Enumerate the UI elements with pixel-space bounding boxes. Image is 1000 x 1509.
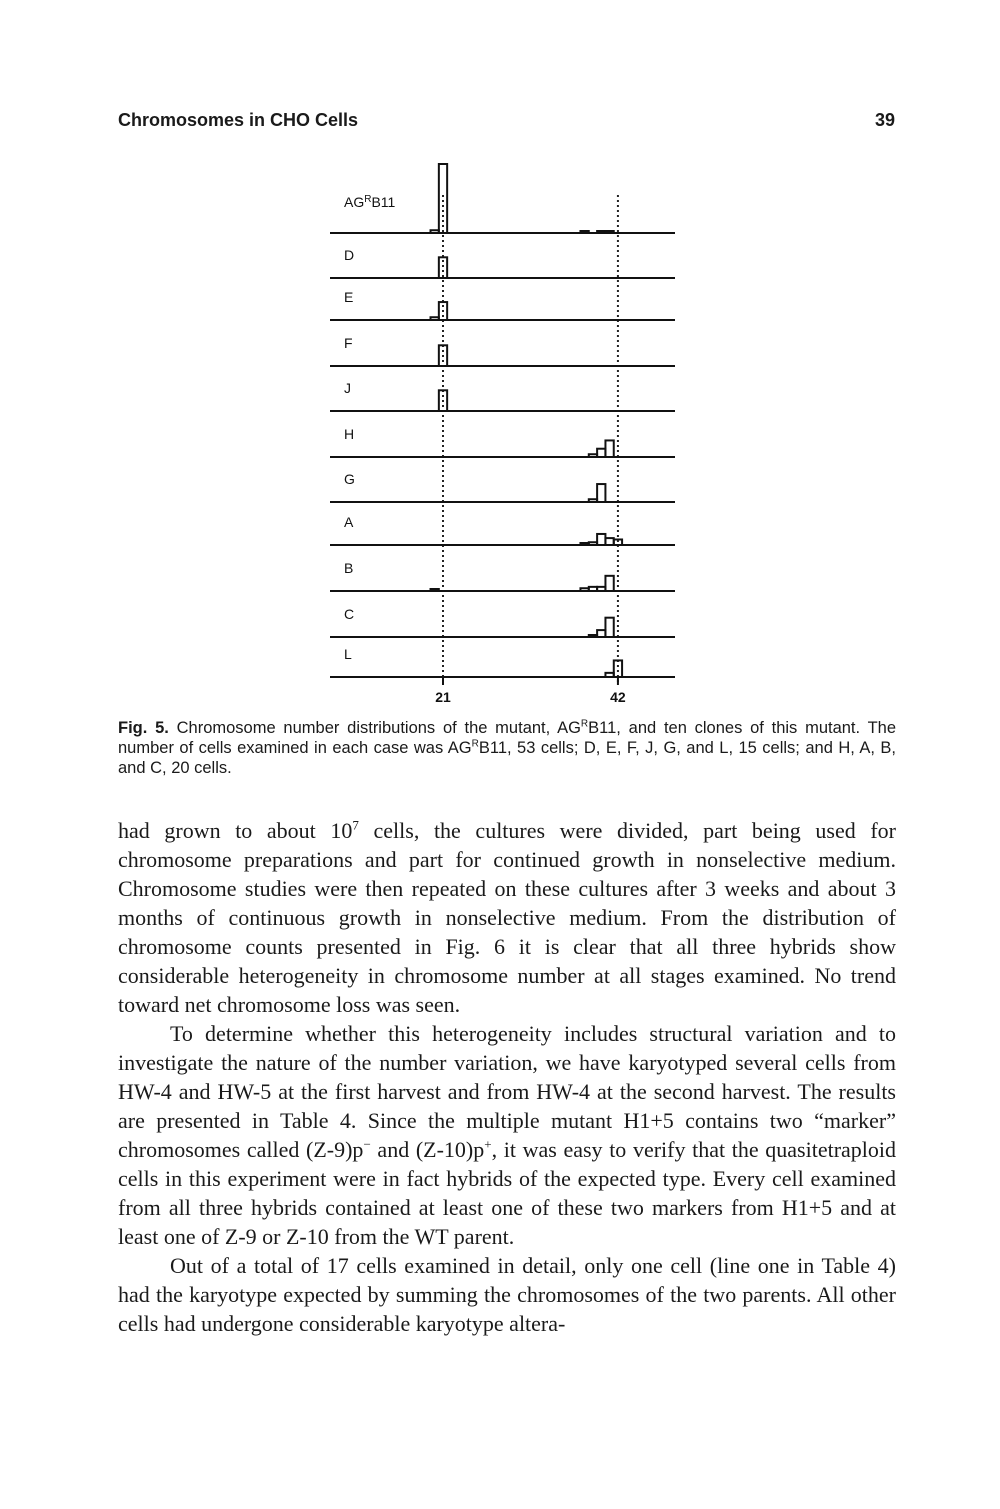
paragraph-2-sup-2: + <box>484 1136 492 1152</box>
paragraph-2 <box>118 1019 896 1251</box>
series-label-10: L <box>344 646 352 662</box>
figure-caption <box>118 718 896 778</box>
caption-sup-1: R <box>580 718 589 730</box>
page-number: 39 <box>874 110 895 130</box>
chromosome-distribution-figure <box>330 160 690 715</box>
series-label-9: C <box>344 606 355 622</box>
x-tick-42: 42 <box>610 689 626 705</box>
series-label-4: J <box>344 380 351 396</box>
series-label-1: D <box>344 247 355 263</box>
caption-sup-2: R <box>471 738 479 750</box>
paragraph-2-c: , it was easy to verify that the quasitetraploid cells in this experiment were in fact hybrids of the expected type. Every cell examined from all three hybrids contained at least one of these two markers from H1+5 and at least one of Z-9 or Z-10 from the WT parent. <box>118 1137 897 1249</box>
figure-label: Fig. 5. <box>118 719 169 737</box>
bar-7-39 <box>589 542 597 545</box>
bar-0-21 <box>439 164 447 233</box>
paragraph-1-sup: 7 <box>352 817 359 833</box>
caption-text-2: B11, and ten clones of this mutant. The number of cells examined in each case was AG <box>118 719 897 757</box>
bar-5-41 <box>605 440 613 457</box>
series-label-3: F <box>344 335 353 351</box>
bar-7-38 <box>580 543 588 545</box>
bar-8-20 <box>431 589 439 591</box>
paragraph-1-b: cells, the cultures were divided, part being used for chromosome preparations and part for continued growth in nonselective medium. Chromosome studies were then repeated on these cultures after 3 weeks and about 3 months of continuous growth in nonselective medium. From the distribution of chromosome counts presented in Fig. 6 it is clear that all three hybrids show considerable heterogeneity in chromosome number at all stages examined. No trend toward net chromosome loss was seen. <box>118 818 897 1017</box>
x-tick-21: 21 <box>435 689 451 705</box>
bar-9-41 <box>605 618 613 637</box>
bar-10-41 <box>605 673 613 677</box>
bar-6-39 <box>589 499 597 502</box>
bar-2-20 <box>431 317 439 320</box>
paragraph-2-sup-1: − <box>363 1136 371 1152</box>
bar-5-40 <box>597 449 605 457</box>
bar-5-39 <box>589 454 597 457</box>
series-label-7: A <box>344 514 354 530</box>
bar-10-42 <box>614 660 622 677</box>
bar-7-40 <box>597 534 605 545</box>
bar-7-41 <box>605 538 613 545</box>
series-label-8: B <box>344 560 354 576</box>
bar-0-20 <box>431 230 439 233</box>
paragraph-2-b: and (Z-10)p <box>370 1137 485 1162</box>
page-header <box>118 110 895 140</box>
caption-text-1: Chromosome number distributions of the mutant, AG <box>168 719 581 737</box>
bar-6-40 <box>597 484 605 502</box>
bar-7-42 <box>614 539 622 545</box>
body-text <box>118 816 896 1338</box>
bar-0-38 <box>580 231 588 233</box>
paragraph-2-a: To determine whether this heterogeneity includes structural variation and to investigate the nature of the number variation, we have karyotyped several cells from HW-4 and HW-5 at the first harvest and from HW-4 at the second harvest. The results are presented in Table 4. Since the multiple mutant H1+5 contains two “marker” chromosomes called (Z-9)p <box>118 1021 896 1162</box>
paragraph-3: Out of a total of 17 cells examined in detail, only one cell (line one in Table 4) had the karyotype expected by summing the chromosomes of the two parents. All other cells had undergone considerable karyotype altera- <box>118 1253 896 1336</box>
caption-text-3: B11, 53 cells; D, E, F, J, G, and L, 15 cells; and H, A, B, and C, 20 cells. <box>118 739 896 777</box>
series-label-5: H <box>344 426 355 442</box>
bar-8-39 <box>589 587 597 591</box>
paragraph-1 <box>118 816 896 1019</box>
bar-9-40 <box>597 630 605 637</box>
bar-0-41 <box>605 231 613 233</box>
bar-8-38 <box>580 588 588 591</box>
bar-0-40 <box>597 231 605 233</box>
bar-8-41 <box>605 576 613 591</box>
running-title: Chromosomes in CHO Cells <box>118 110 359 130</box>
bar-8-40 <box>597 587 605 591</box>
series-label-2: E <box>344 289 354 305</box>
bar-9-39 <box>589 635 597 637</box>
paragraph-1-a: had grown to about 10 <box>118 818 353 843</box>
series-label-0: $AG^RB11$ <box>344 194 396 210</box>
series-label-6: G <box>344 471 355 487</box>
